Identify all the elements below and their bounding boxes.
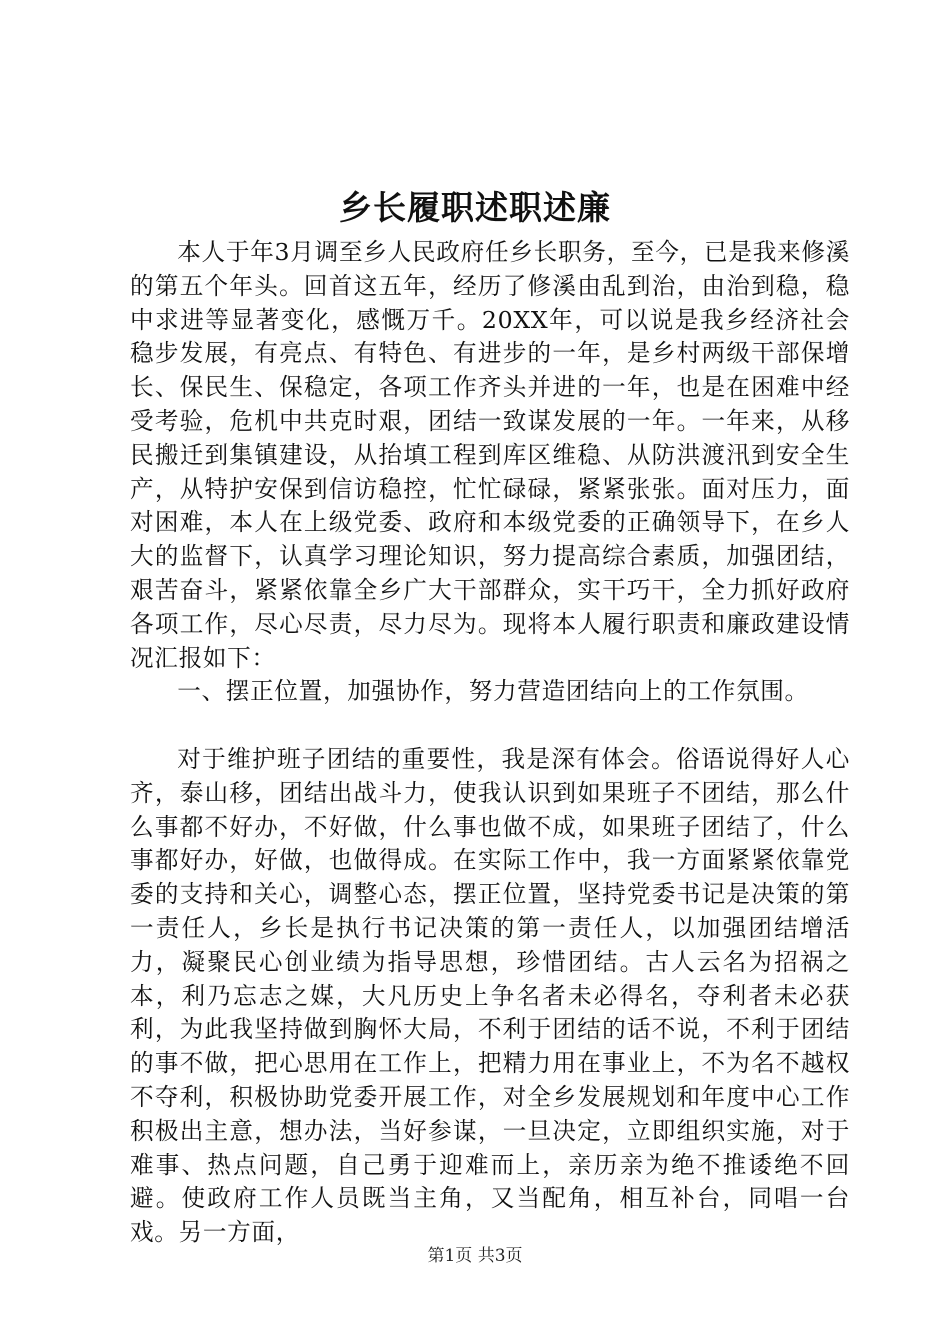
document-body [130,236,850,1250]
section-heading: 一、摆正位置，加强协作，努力营造团结向上的工作氛围。 [177,677,809,706]
document-title: 乡长履职述职述廉 [339,188,611,227]
page-footer: 第1页 共3页 [427,1246,523,1266]
intro-paragraph: 本人于年3月调至乡人民政府任乡长职务，至今，已是我来修溪的第五个年头。回首这五年，经历了修溪由乱到治，由治到稳，稳中求进等显著变化，感慨万千。20XX年，可以说是我乡经济社会稳步发展，有亮点、有特色、有进步的一年，是乡村两级干部保增长、保民生、保稳定，各项工作齐头并进的一年，也是在困难中经受考验，危机中共克时艰，团结一致谋发展的一年。一年来，从移民搬迁到集镇建设，从抬填工程到库区维稳、从防洪渡汛到安全生产，从特护安保到信访稳控，忙忙碌碌，紧紧张张。面对压力，面对困难，本人在上级党委、政府和本级党委的正确领导下，在乡人大的监督下，认真学习理论知识，努力提高综合素质，加强团结，艰苦奋斗，紧紧依靠全乡广大干部群众，实干巧干，全力抓好政府各项工作，尽心尽责，尽力尽为。现将本人履行职责和廉政建设情况汇报如下： [130,238,850,672]
body-paragraph: 对于维护班子团结的重要性，我是深有体会。俗语说得好人心齐，泰山移，团结出战斗力，使我认识到如果班子不团结，那么什么事都不好办，不好做，什么事也做不成，如果班子团结了，什么事都好办，好做，也做得成。在实际工作中，我一方面紧紧依靠党委的支持和关心，调整心态，摆正位置，坚持党委书记是决策的第一责任人，乡长是执行书记决策的第一责任人，以加强团结增活力，凝聚民心创业绩为指导思想，珍惜团结。古人云名为招祸之本，利乃忘志之媒，大凡历史上争名者未必得名，夺利者未必获利，为此我坚持做到胸怀大局，不利于团结的话不说，不利于团结的事不做，把心思用在工作上，把精力用在事业上，不为名不越权不夺利，积极协助党委开展工作，对全乡发展规划和年度中心工作积极出主意，想办法，当好参谋，一旦决定，立即组织实施，对于难事、热点问题，自己勇于迎难而上，亲历亲为绝不推诿绝不回避。使政府工作人员既当主角，又当配角，相互补台，同唱一台戏。另一方面， [130,744,850,1247]
